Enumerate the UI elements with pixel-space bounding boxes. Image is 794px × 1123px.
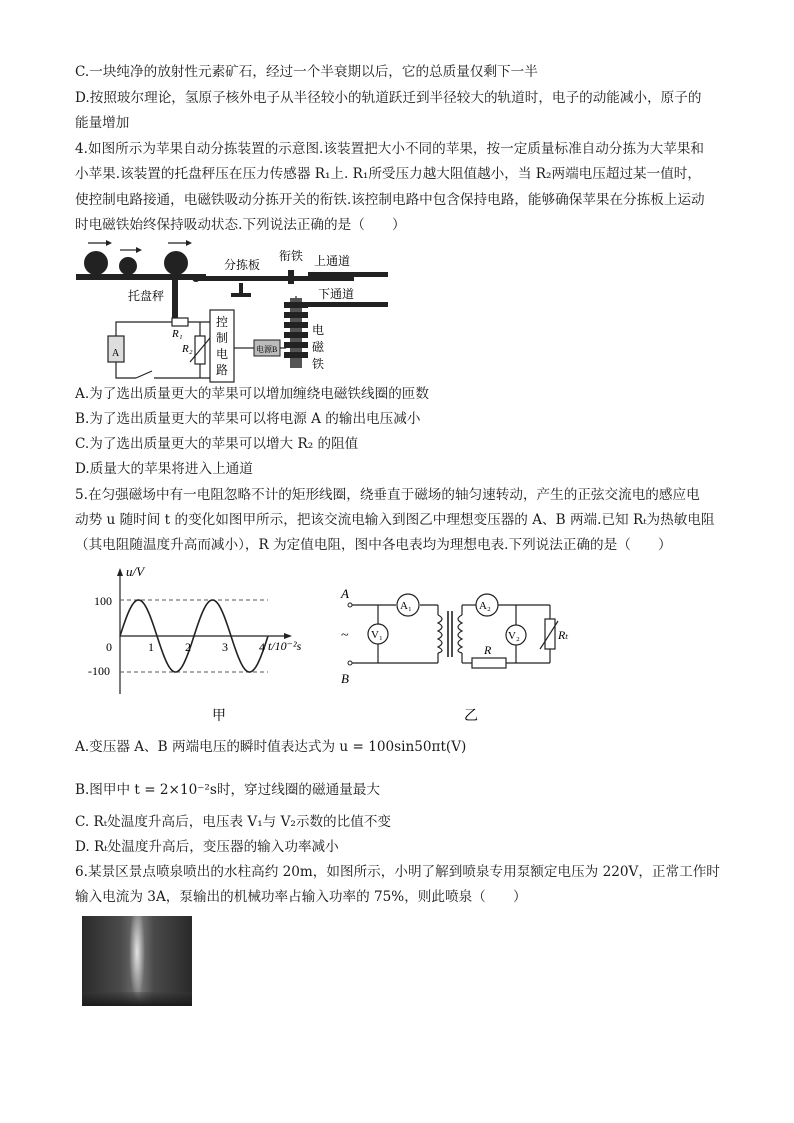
q5-stem-line1: 5.在匀强磁场中有一电阻忽略不计的矩形线圈，绕垂直于磁场的轴匀速转动，产生的正弦交流电的感应电 [75,487,700,503]
label-magnet-2: 磁 [312,340,325,354]
svg-text:A₂: A₂ [479,600,491,612]
label-magnet-1: 电 [312,323,325,337]
ac-symbol: ~ [341,628,349,643]
q5-option-a: A.变压器 A、B 两端电压的瞬时值表达式为 u = 100sin50πt(V) [75,739,467,755]
apple-small [119,247,142,275]
graph-xlabel: t/10⁻²s [268,639,302,653]
q4-option-b: B.为了选出质量更大的苹果可以将电源 A 的输出电压减小 [75,411,421,427]
label-control-4: 路 [216,363,229,377]
label-control-3: 电 [216,347,229,361]
q4-option-a: A.为了选出质量更大的苹果可以增加缠绕电磁铁线圈的匝数 [75,386,429,402]
x-tick-3: 3 [222,640,228,654]
y-tick-neg100: -100 [88,664,110,678]
q3-option-d-line1: D.按照玻尔理论，氢原子核外电子从半径较小的轨道跃迁到半径较大的轨道时，电子的动能减小，原子的 [75,90,702,106]
q5-option-d: D. Rₜ处温度升高后，变压器的输入功率减小 [75,839,339,855]
voltmeter-v2 [506,625,526,645]
tray-scale-post [172,280,178,324]
q5-option-c: C. Rₜ处温度升高后，电压表 V₁与 V₂示数的比值不变 [75,814,392,830]
q4-stem-line3: 使控制电路接通，电磁铁吸动分拣开关的衔铁.该控制电路中包含保持电路，能够确保苹果在分拣板上运动 [75,192,705,208]
apple-large-1 [84,240,112,275]
q5-stem-line3: （其电阻随温度升高而减小），R 为定值电阻，图中各电表均为理想电表.下列说法正确的是（ ） [75,537,672,553]
apple-sorter-figure [76,238,396,383]
ammeter-a1 [397,594,419,616]
y-tick-0: 0 [106,640,112,654]
lower-channel [308,302,388,307]
q4-stem-line1: 4.如图所示为苹果自动分拣装置的示意图.该装置把大小不同的苹果，按一定质量标准自动分拣为大苹果和 [75,141,705,157]
svg-text:V₁: V₁ [371,629,383,641]
label-upper-channel: 上通道 [314,254,351,268]
label-rt: Rₜ [558,628,569,642]
electromagnet [284,298,308,368]
label-control-1: 控 [216,315,229,329]
terminal-a-label: A [341,586,349,601]
circuit-caption: 乙 [464,709,478,724]
q5-stem-line2: 动势 u 随时间 t 的变化如图甲所示，把该交流电输入到图乙中理想变压器的 A、B 两端.已知 Rₜ为热敏电阻 [75,512,715,528]
x-tick-4: 4 [259,640,265,654]
graph-ylabel: u/V [126,564,145,579]
label-source-a: A [112,348,120,359]
fountain-photo [82,916,192,1006]
label-control-2: 制 [216,331,229,345]
q4-option-d: D.质量大的苹果将进入上通道 [75,461,253,477]
terminal-b-label: B [341,671,349,686]
x-tick-1: 1 [148,640,154,654]
armature [288,270,294,284]
fountain-base [82,992,192,1006]
label-armature: 衔铁 [279,249,304,263]
label-r1: R₁ [172,328,183,340]
q5-option-b: B.图甲中 t = 2×10⁻²s时，穿过线圈的磁通量最大 [75,782,380,798]
q4-stem-line2: 小苹果.该装置的托盘秤压在压力传感器 R₁上. R₁所受压力越大阻值越小，当 R₂两端电压超过某一值时， [75,166,701,182]
q4-stem-line4: 时电磁铁始终保持吸动状态.下列说法正确的是（ ） [75,217,406,233]
resistor-r1 [172,318,188,326]
sine-graph [82,562,322,732]
apple-large-2 [164,240,192,275]
label-lower-channel: 下通道 [318,287,355,301]
q6-stem-line1: 6.某景区景点喷泉喷出的水柱高约 20m，如图所示，小明了解到喷泉专用泵额定电压为 220V，正常工作时 [75,864,720,880]
resistor-r [472,658,506,668]
voltmeter-v1 [368,624,388,644]
q3-option-d-line2: 能量增加 [75,115,130,131]
q6-stem-line2: 输入电流为 3A，泵输出的机械功率占输入功率的 75%，则此喷泉（ ） [75,889,527,905]
label-r: R [484,643,492,657]
upper-channel [308,272,388,277]
label-source-b: 电源B [256,345,278,354]
x-tick-2: 2 [185,640,191,654]
transformer-circuit [336,583,576,733]
label-r2: R₂ [182,343,193,355]
label-sorter-board: 分拣板 [224,258,261,272]
label-magnet-3: 铁 [312,357,325,371]
q3-option-c: C.一块纯净的放射性元素矿石，经过一个半衰期以后，它的总质量仅剩下一半 [75,64,538,80]
svg-text:V₂: V₂ [508,630,520,642]
svg-text:A₁: A₁ [400,600,412,612]
graph-caption: 甲 [212,709,226,724]
y-tick-100: 100 [94,594,112,608]
label-tray-scale: 托盘秤 [128,289,165,303]
ammeter-a2 [476,594,498,616]
q4-option-c: C.为了选出质量更大的苹果可以增大 R₂ 的阻值 [75,436,359,452]
